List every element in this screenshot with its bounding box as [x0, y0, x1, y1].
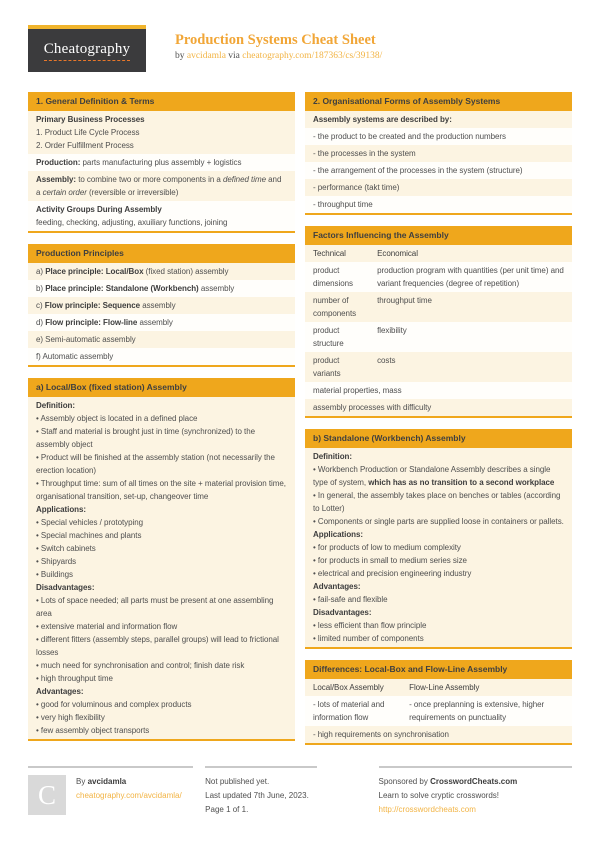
text-line: [36, 333, 287, 346]
text-line: [36, 711, 287, 724]
text-line: [313, 580, 564, 593]
text-segment: • for products in small to medium series size: [313, 556, 467, 565]
card-cell: [36, 203, 287, 229]
text-segment: - lots of material and information flow: [313, 700, 385, 722]
text-line: [36, 529, 287, 542]
text-segment: • extensive material and information flow: [36, 622, 178, 631]
card-cell: [36, 350, 287, 363]
byline: [175, 51, 382, 61]
text-segment: assembly: [137, 318, 173, 327]
text-segment: Advantages:: [36, 687, 84, 696]
card-cell: [369, 324, 572, 350]
text-segment: Flow principle: Flow-line: [45, 318, 138, 327]
text-line: [36, 477, 287, 503]
card-cell: [36, 299, 287, 312]
text-segment: assembly: [140, 301, 176, 310]
text-line: [313, 489, 564, 515]
text-line: [36, 126, 287, 139]
text-line: [377, 294, 564, 307]
text-segment: • Shipyards: [36, 557, 77, 566]
text-segment: Local/Box Assembly: [313, 683, 384, 692]
text-segment: Applications:: [313, 530, 364, 539]
card-cell: [305, 294, 369, 320]
text-segment: flexibility: [377, 326, 407, 335]
text-segment: • very high flexibility: [36, 713, 105, 722]
card-cell: [305, 324, 369, 350]
card-cell: [313, 728, 564, 741]
text-segment: b): [36, 284, 46, 293]
text-line: [36, 659, 287, 672]
card-row: [305, 245, 572, 262]
text-segment: parts manufacturing plus assembly + logistics: [80, 158, 242, 167]
sponsor-tagline: Learn to solve cryptic crosswords!: [378, 791, 500, 800]
card-cell: [36, 156, 287, 169]
card-row: [305, 352, 572, 382]
text-segment: • Components or single parts are supplied loose in containers or pallets.: [313, 517, 564, 526]
section-header: a) Local/Box (fixed station) Assembly: [28, 378, 295, 397]
text-segment: assembly processes with difficulty: [313, 403, 432, 412]
text-segment: Flow principle: Sequence: [44, 301, 141, 310]
author-link[interactable]: avcidamla: [186, 51, 226, 61]
text-line: [313, 567, 564, 580]
text-line: [313, 401, 564, 414]
footer-by-prefix: By: [76, 777, 88, 786]
section-card: [305, 660, 572, 745]
text-segment: Disadvantages:: [313, 608, 372, 617]
text-segment: • electrical and precision engineering industry: [313, 569, 472, 578]
text-line: [36, 451, 287, 477]
text-line: [313, 515, 564, 528]
card-row: [305, 448, 572, 647]
card-cell: [36, 399, 287, 737]
text-line: [36, 672, 287, 685]
footer-sponsor-block: [379, 766, 572, 817]
text-line: [377, 264, 564, 290]
card-cell: [313, 164, 564, 177]
sheet-url-link[interactable]: cheatography.com/187363/cs/39138/: [242, 51, 383, 61]
card-cell: [369, 264, 572, 290]
text-line: [36, 594, 287, 620]
text-line: [36, 282, 287, 295]
text-line: [313, 632, 564, 645]
text-segment: - high requirements on synchronisation: [313, 730, 449, 739]
text-line: [409, 681, 564, 694]
text-line: [409, 698, 564, 724]
text-segment: - the product to be created and the production numbers: [313, 132, 506, 141]
card-cell: [369, 294, 572, 320]
card-row: [28, 397, 295, 739]
text-segment: number of components: [313, 296, 357, 318]
footer-author-url-link[interactable]: cheatography.com/avcidamla/: [76, 791, 182, 800]
text-segment: • few assembly object transports: [36, 726, 150, 735]
text-segment: Activity Groups During Assembly: [36, 205, 162, 214]
section-header: 2. Organisational Forms of Assembly Systems: [305, 92, 572, 111]
section-header: 1. General Definition & Terms: [28, 92, 295, 111]
text-segment: • Switch cabinets: [36, 544, 96, 553]
text-line: [313, 606, 564, 619]
card-cell: [305, 354, 369, 380]
text-line: [313, 728, 564, 741]
footer-author-line: [76, 775, 182, 789]
text-segment: costs: [377, 356, 396, 365]
card-row: [305, 145, 572, 162]
card-cell: [401, 681, 572, 694]
text-line: [377, 324, 564, 337]
section-card: [305, 226, 572, 418]
text-line: [313, 698, 393, 724]
text-segment: Definition:: [313, 452, 352, 461]
card-row: [305, 262, 572, 292]
text-line: [313, 181, 564, 194]
text-segment: • Workbench Production or Standalone Assembly describes a single type of system,: [313, 465, 551, 487]
text-segment: product variants: [313, 356, 341, 378]
text-segment: Definition:: [36, 401, 75, 410]
card-cell: [313, 384, 564, 397]
card-cell: [313, 450, 564, 645]
text-segment: which has as no transition to a second workplace: [368, 478, 555, 487]
text-segment: - the processes in the system: [313, 149, 416, 158]
text-segment: f) Automatic assembly: [36, 352, 114, 361]
card-cell: [36, 282, 287, 295]
text-segment: • different fitters (assembly steps, parallel groups) will lead to frictional losses: [36, 635, 279, 657]
card-cell: [36, 265, 287, 278]
card-row: [305, 726, 572, 743]
text-segment: Place principle: Standalone (Workbench): [45, 284, 199, 293]
text-line: [36, 139, 287, 152]
card-cell: [313, 401, 564, 414]
text-segment: c): [36, 301, 45, 310]
text-segment: 1. Product Life Cycle Process: [36, 128, 140, 137]
text-segment: • for products of low to medium complexity: [313, 543, 461, 552]
content-columns: [28, 92, 572, 756]
card-row: [305, 292, 572, 322]
text-line: [313, 554, 564, 567]
text-line: [36, 216, 287, 229]
text-segment: • Lots of space needed; all parts must be present at one assembling area: [36, 596, 274, 618]
card-cell: [369, 247, 572, 260]
text-segment: feeding, checking, adjusting, axuiliary functions, joining: [36, 218, 228, 227]
card-cell: [313, 198, 564, 211]
text-line: [377, 354, 564, 367]
column-1: [28, 92, 295, 752]
card-row: [28, 280, 295, 297]
page-count: Page 1 of 1.: [205, 805, 249, 814]
text-line: [36, 568, 287, 581]
text-line: [36, 316, 287, 329]
text-segment: defined time: [222, 175, 266, 184]
text-segment: • less efficient than flow principle: [313, 621, 427, 630]
text-line: [313, 113, 564, 126]
c-icon-letter: C: [37, 780, 56, 810]
text-line: [36, 113, 287, 126]
page-header: [28, 25, 572, 75]
text-line: [36, 425, 287, 451]
text-segment: • Special machines and plants: [36, 531, 142, 540]
section-header: Production Principles: [28, 244, 295, 263]
cheatography-c-icon[interactable]: [28, 775, 66, 815]
section-header: b) Standalone (Workbench) Assembly: [305, 429, 572, 448]
card-cell: [313, 181, 564, 194]
text-segment: Assembly systems are described by:: [313, 115, 452, 124]
text-line: [313, 247, 361, 260]
text-segment: - throughput time: [313, 200, 373, 209]
card-cell: [36, 333, 287, 346]
card-row: [28, 171, 295, 201]
text-segment: (reversible or irreversible): [86, 188, 179, 197]
card-row: [305, 196, 572, 213]
card-row: [305, 322, 572, 352]
section-header: Factors Influencing the Assembly: [305, 226, 572, 245]
text-line: [36, 299, 287, 312]
last-updated: Last updated 7th June, 2023.: [205, 791, 309, 800]
card-row: [28, 314, 295, 331]
card-cell: [313, 147, 564, 160]
text-line: [36, 412, 287, 425]
cheatography-logo[interactable]: [28, 25, 146, 72]
card-row: [28, 331, 295, 348]
column-2: [305, 92, 572, 756]
section-header: Differences: Local-Box and Flow-Line Assembly: [305, 660, 572, 679]
text-line: [36, 156, 287, 169]
text-line: [36, 724, 287, 737]
text-segment: Production:: [36, 158, 81, 167]
text-line: [36, 633, 287, 659]
page-footer: [28, 766, 572, 817]
text-line: [36, 698, 287, 711]
text-segment: Assembly:: [36, 175, 77, 184]
text-line: [377, 247, 564, 260]
text-line: [313, 384, 564, 397]
text-segment: • Product will be finished at the assembly station (not necessarily the erection location): [36, 453, 275, 475]
text-segment: certain order: [42, 188, 87, 197]
text-line: [36, 516, 287, 529]
card-cell: [305, 264, 369, 290]
page-title: Production Systems Cheat Sheet: [175, 32, 376, 48]
text-segment: - performance (takt time): [313, 183, 400, 192]
text-segment: and a: [36, 175, 282, 197]
text-segment: a): [36, 267, 46, 276]
byline-via: via: [228, 51, 240, 61]
text-segment: Advantages:: [313, 582, 361, 591]
text-segment: • high throughput time: [36, 674, 113, 683]
text-line: [36, 350, 287, 363]
text-segment: • Special vehicles / prototyping: [36, 518, 144, 527]
card-row: [305, 696, 572, 726]
text-segment: • Assembly object is located in a defined place: [36, 414, 198, 423]
footer-author-block: [28, 766, 193, 817]
card-row: [305, 679, 572, 696]
text-segment: 2. Order Fulfillment Process: [36, 141, 134, 150]
text-line: [36, 503, 287, 516]
text-segment: Place principle: Local/Box: [45, 267, 144, 276]
card-row: [28, 154, 295, 171]
text-segment: d): [36, 318, 46, 327]
text-line: [313, 147, 564, 160]
text-segment: • Staff and material is brought just in time (synchronized) to the assembly object: [36, 427, 256, 449]
card-cell: [305, 247, 369, 260]
card-cell: [305, 681, 401, 694]
text-line: [313, 681, 393, 694]
text-segment: (fixed station) assembly: [143, 267, 229, 276]
card-row: [28, 297, 295, 314]
sponsor-line: [379, 775, 572, 789]
card-cell: [313, 113, 564, 126]
byline-prefix: by: [175, 51, 185, 61]
text-line: [313, 463, 564, 489]
text-segment: Economical: [377, 249, 418, 258]
section-card: [28, 92, 295, 233]
footer-status-block: [205, 766, 316, 817]
card-row: [28, 201, 295, 231]
footer-author-name: avcidamla: [87, 777, 127, 786]
card-row: [28, 263, 295, 280]
sponsor-name: CrosswordCheats.com: [430, 777, 518, 786]
text-segment: • Throughput time: sum of all times on the site + material provision time, organisational transition, set-up, changeover time: [36, 479, 286, 501]
text-line: [36, 542, 287, 555]
publish-status: Not published yet.: [205, 777, 270, 786]
card-cell: [305, 698, 401, 724]
card-row: [305, 179, 572, 196]
text-line: [313, 354, 361, 380]
text-segment: • fail-safe and flexible: [313, 595, 388, 604]
text-segment: Applications:: [36, 505, 87, 514]
text-segment: production program with quantities (per unit time) and variant frequencies (degree of repetition): [377, 266, 564, 288]
card-row: [305, 111, 572, 128]
text-segment: throughput time: [377, 296, 432, 305]
text-segment: Flow-Line Assembly: [409, 683, 480, 692]
text-line: [36, 620, 287, 633]
text-segment: Disadvantages:: [36, 583, 95, 592]
text-segment: • good for voluminous and complex products: [36, 700, 192, 709]
card-row: [305, 399, 572, 416]
sponsor-prefix: Sponsored by: [378, 777, 431, 786]
text-line: [36, 265, 287, 278]
card-row: [28, 348, 295, 365]
text-segment: assembly: [198, 284, 235, 293]
text-line: [313, 130, 564, 143]
section-card: [305, 429, 572, 649]
card-cell: [401, 698, 572, 724]
text-line: [313, 593, 564, 606]
text-line: [36, 203, 287, 216]
text-segment: • In general, the assembly takes place on benches or tables (according to Lotter): [313, 491, 561, 513]
text-segment: e) Semi-automatic assembly: [36, 335, 136, 344]
header-text: [175, 25, 382, 61]
text-line: [36, 399, 287, 412]
text-line: [313, 619, 564, 632]
cheatography-logo-text: Cheatography: [44, 41, 131, 61]
text-segment: product dimensions: [313, 266, 353, 288]
text-line: [313, 294, 361, 320]
text-line: [36, 581, 287, 594]
section-card: [28, 244, 295, 367]
text-line: [313, 450, 564, 463]
sponsor-url-link[interactable]: http://crosswordcheats.com: [378, 805, 476, 814]
card-cell: [369, 354, 572, 380]
text-segment: - the arrangement of the processes in the system (structure): [313, 166, 523, 175]
card-cell: [36, 316, 287, 329]
card-row: [28, 111, 295, 154]
text-segment: material properties, mass: [313, 386, 402, 395]
text-line: [36, 173, 287, 199]
text-line: [313, 198, 564, 211]
text-line: [36, 555, 287, 568]
card-cell: [313, 130, 564, 143]
section-card: [305, 92, 572, 215]
section-card: [28, 378, 295, 741]
footer-author-text: [76, 775, 182, 817]
card-row: [305, 382, 572, 399]
text-segment: • limited number of components: [313, 634, 424, 643]
card-cell: [36, 173, 287, 199]
card-row: [305, 162, 572, 179]
text-segment: product structure: [313, 326, 344, 348]
text-segment: to combine two or more components in a: [76, 175, 223, 184]
text-line: [313, 264, 361, 290]
text-line: [313, 541, 564, 554]
text-line: [36, 685, 287, 698]
text-segment: Technical: [313, 249, 346, 258]
text-line: [313, 164, 564, 177]
text-segment: Primary Business Processes: [36, 115, 145, 124]
text-line: [313, 324, 361, 350]
text-segment: - once preplanning is extensive, higher requirements on punctuality: [409, 700, 545, 722]
text-segment: • Buildings: [36, 570, 73, 579]
card-cell: [36, 113, 287, 152]
card-row: [305, 128, 572, 145]
text-segment: • much need for synchronisation and control; finish date risk: [36, 661, 245, 670]
text-line: [313, 528, 564, 541]
